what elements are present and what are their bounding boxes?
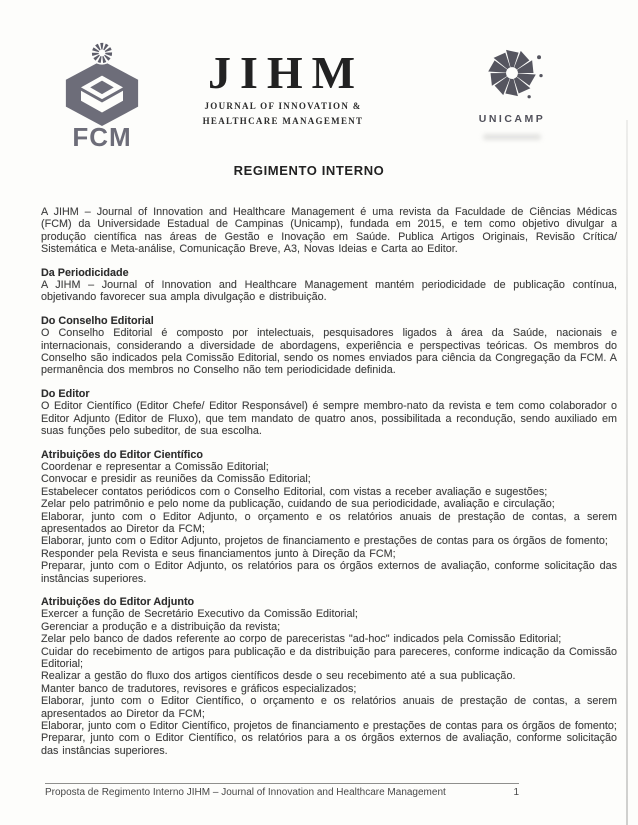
- section-da-periodicidade: [41, 267, 617, 304]
- section-paragraph: Preparar, junto com o Editor Científico, os relatórios para a os órgãos externos de avaliação, conforme solicitação das instâncias superiores.: [41, 732, 617, 757]
- unicamp-logo-text: UNICAMP: [478, 113, 546, 125]
- section-atribuicoes-editor-cientifico: [41, 449, 617, 585]
- section-heading: Atribuições do Editor Adjunto: [41, 595, 195, 608]
- section-heading: Do Editor: [41, 387, 90, 400]
- section-paragraph: Exercer a função de Secretário Executivo da Comissão Editorial;: [41, 608, 358, 621]
- jihm-logo-subtitle-line2: HEALTHCARE MANAGEMENT: [202, 116, 364, 126]
- section-heading: Atribuições do Editor Científico: [41, 448, 203, 461]
- section-paragraph: A JIHM – Journal of Innovation and Healthcare Management mantém periodicidade de publicação contínua, objetivando favorecer sua ampla divulgação e distribuição.: [41, 279, 617, 304]
- section-paragraph: Zelar pelo patrimônio e pelo nome da publicação, cuidando de sua periodicidade, avaliação e circulação;: [41, 498, 555, 511]
- jihm-logo-subtitle-line1: JOURNAL OF INNOVATION &: [204, 101, 362, 111]
- section-paragraph: Estabelecer contatos periódicos com o Conselho Editorial, com vistas a receber avaliação e sugestões;: [41, 485, 548, 498]
- section-heading: Do Conselho Editorial: [41, 314, 154, 327]
- section-paragraph: O Conselho Editorial é composto por intelectuais, pesquisadores ligados à área da Saúde, nacionais e internacionais, considerando a diversidade de abordagens, experiência e perspectivas teóricas. Os membros do Conselho são indicados pela Comissão Editorial, sendo os nomes enviados para ciência da Congregação da FCM. A permanência dos membros no Conselho não tem periodicidade definida.: [41, 327, 617, 377]
- page-footer: [45, 783, 519, 798]
- section-atribuicoes-editor-adjunto: [41, 596, 617, 757]
- footer-text: Proposta de Regimento Interno JIHM – Journal of Innovation and Healthcare Management: [45, 787, 446, 798]
- jihm-logo: [183, 47, 383, 126]
- section-paragraph: Zelar pelo banco de dados referente ao corpo de pareceristas "ad-hoc" indicados pela Comissão Editorial;: [41, 633, 562, 646]
- section-paragraph: Responder pela Revista e seus financiamentos junto à Direção da FCM;: [41, 547, 396, 560]
- document-body: [41, 206, 617, 757]
- footer-page-number: 1: [513, 787, 519, 798]
- section-paragraph: O Editor Científico (Editor Chefe/ Editor Responsável) é sempre membro-nato da revista e tem como colaborador o Editor Adjunto (Editor de Fluxo), que tem mandato de quatro anos, possibilitada a recondução, sendo auxiliado em suas funções pelo subeditor, de sua escolha.: [41, 400, 617, 438]
- section-paragraph: Elaborar, junto com o Editor Adjunto, o orçamento e os relatórios anuais de prestação de contas, a serem apresentados ao Diretor da FCM;: [41, 510, 617, 535]
- section-do-conselho-editorial: [41, 315, 617, 377]
- section-paragraph: Elaborar, junto com o Editor Científico, o orçamento e os relatórios anuais de prestação de contas, a serem apresentados ao Diretor da FCM;: [41, 695, 617, 720]
- unicamp-logo-icon: [479, 44, 545, 106]
- section-heading: Da Periodicidade: [41, 266, 129, 279]
- fcm-logo: [48, 42, 156, 150]
- section-paragraph: Coordenar e representar a Comissão Editorial;: [41, 460, 269, 473]
- intro-paragraph: A JIHM – Journal of Innovation and Healthcare Management é uma revista da Faculdade de Ciências Médicas (FCM) da Universidade Estadual de Campinas (Unicamp), fundada em 2015, e tem como objetivo divulgar a produção científica nas áreas de Gestão e Inovação em Saúde. Publica Artigos Originais, Revisão Crítica/ Sistemática e Meta-análise, Comunicação Breve, A3, Novas Ideias e Carta ao Editor.: [41, 206, 617, 256]
- unicamp-logo: [452, 44, 572, 140]
- section-paragraph: Gerenciar a produção e a distribuição da revista;: [41, 620, 281, 633]
- section-paragraph: Convocar e presidir as reuniões da Comissão Editorial;: [41, 473, 311, 486]
- section-paragraph: Realizar a gestão do fluxo dos artigos científicos desde o seu recebimento até a sua publicação.: [41, 670, 516, 683]
- section-do-editor: [41, 388, 617, 438]
- scan-smudge-artifact: [483, 134, 541, 140]
- section-paragraph: Preparar, junto com o Editor Adjunto, os relatórios para os órgãos externos de avaliação, conforme solicitação das instâncias superiores.: [41, 560, 617, 585]
- section-paragraph: Cuidar do recebimento de artigos para publicação e da distribuição para pareceres, conforme indicação da Comissão Editorial;: [41, 645, 617, 670]
- document-title: REGIMENTO INTERNO: [233, 163, 385, 178]
- scan-edge-artifact: [626, 120, 628, 825]
- section-paragraph: Elaborar, junto com o Editor Adjunto, projetos de financiamento e prestações de contas para os órgãos de fomento;: [41, 535, 608, 548]
- fcm-logo-icon: [60, 42, 144, 126]
- jihm-logo-wordmark: JIHM: [207, 47, 365, 98]
- section-paragraph: Elaborar, junto com o Editor Científico, projetos de financiamento e prestações de contas para os órgãos de fomento;: [41, 720, 617, 733]
- fcm-logo-text: FCM: [72, 122, 132, 152]
- section-paragraph: Manter banco de tradutores, revisores e gráficos especializados;: [41, 682, 357, 695]
